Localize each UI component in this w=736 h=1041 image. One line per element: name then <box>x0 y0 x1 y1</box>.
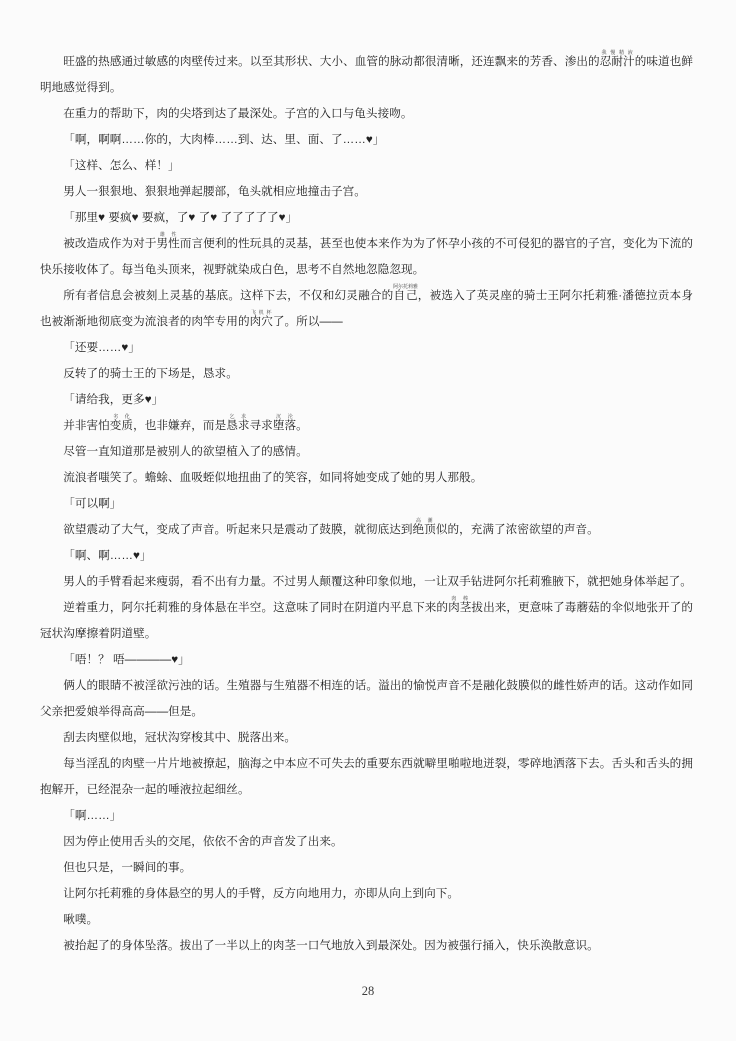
paragraph: 让阿尔托莉雅的身体悬空的男人的手臂，反方向地用力，亦即从向上到向下。 <box>63 887 460 900</box>
dialogue-line: 「那里♥ 要疯♥ 要疯，了♥ 了♥ 了了了了了♥」 <box>63 211 298 224</box>
ruby-annotated-text: 堕落沉沦 <box>272 414 297 432</box>
ruby-annotated-text: 恳求乞求 <box>226 414 250 432</box>
paragraph: 欲望震动了大气，变成了声音。听起来只是震动了鼓膜，就彻底达到绝顶高潮似的，充满了浓密欲望的声音。 <box>63 518 599 536</box>
paragraph: 因为停止使用舌头的交尾，依依不舍的声音发了出来。 <box>63 835 343 848</box>
page-number: 28 <box>361 984 375 998</box>
paragraph: 被改造成作为对于男性雄性而言便利的性玩具的灵基，甚至也使本来作为为了怀孕小孩的不可侵犯的器官的子宫，变化为下流的快乐接收体了。每当龟头顶来，视野就染成白色，思考不自然地忽隐忽现。 <box>40 232 693 276</box>
paragraph: 尽管一直知道那是被别人的欲望植入了的感情。 <box>63 445 308 458</box>
paragraph: 俩人的眼睛不被淫欲污浊的话。生殖器与生殖器不相连的话。溢出的愉悦声音不是融化鼓膜似的雌性娇声的话。这动作如同父亲把爱娘举得高高——但是。 <box>40 679 693 718</box>
paragraph: 反转了的骑士王的下场是，恳求。 <box>63 367 238 380</box>
dialogue-line: 「啊……」 <box>63 809 122 822</box>
dialogue-line: 「请给我，更多♥」 <box>63 393 164 406</box>
paragraph: 男人一狠狠地、狠狠地弹起腰部，龟头就相应地撞击子宫。 <box>63 185 366 198</box>
paragraph: 男人的手臂看起来瘦弱，看不出有力量。不过男人颠覆这种印象似地，一让双手钻进阿尔托莉雅腋下，就把她身体举起了。 <box>63 575 692 588</box>
paragraph: 在重力的帮助下，肉的尖塔到达了最深处。子宫的入口与龟头接吻。 <box>63 107 413 120</box>
paragraph: 所有者信息会被刻上灵基的基底。这样下去，不仅和幻灵融合的自己阿尔托莉雅，被选入了英灵座的骑士王阿尔托莉雅·潘德拉贡本身也被渐渐地彻底变为流浪者的肉竿专用的肉穴飞机杯了。所以—— <box>40 284 693 328</box>
paragraph: 逆着重力，阿尔托莉雅的身体悬在半空。这意味了同时在阴道内平息下来的肉茎肉棒拔出来，更意味了毒蘑菇的伞似地张开了的冠状沟摩擦着阴道壁。 <box>40 596 693 640</box>
ruby-annotated-text: 肉穴飞机杯 <box>249 310 273 328</box>
paragraph: 被抬起了的身体坠落。拔出了一半以上的肉茎一口气地放入到最深处。因为被强行捅入，快乐涣散意识。 <box>63 939 599 952</box>
dialogue-line: 「这样、怎么、样！」 <box>63 159 180 172</box>
paragraph: 并非害怕变质劣化，也非嫌弃，而是恳求乞求寻求堕落沉沦。 <box>63 414 308 432</box>
ruby-annotated-text: 绝顶高潮 <box>412 518 436 536</box>
ruby-annotated-text: 自己阿尔托莉雅 <box>393 284 419 302</box>
paragraph: 每当淫乱的肉壁一片片地被撩起，脑海之中本应不可失去的重要东西就噼里啪啦地迸裂，零碎地洒落下去。舌头和舌头的拥抱解开，已经混杂一起的唾液拉起细丝。 <box>40 757 693 796</box>
ruby-annotated-text: 肉茎肉棒 <box>448 596 472 614</box>
dialogue-line: 「啊，啊啊……你的，大肉棒……到、达、里、面、了……♥」 <box>63 133 385 146</box>
page-text <box>40 49 693 959</box>
paragraph: 旺盛的热感通过敏感的肉壁传过来。以至其形状、大小、血管的脉动都很清晰，还连飘来的芳香、渗出的忍耐汁我慢精液的味道也鲜明地感觉得到。 <box>40 50 693 94</box>
dialogue-line: 「啊、啊……♥」 <box>63 549 152 562</box>
ruby-annotated-text: 男性雄性 <box>156 232 180 250</box>
dialogue-line: 「唔！？ 唔————♥」 <box>63 653 190 666</box>
dialogue-line: 「还要……♥」 <box>63 341 140 354</box>
paragraph: 流浪者嗤笑了。蟾蜍、血吸蛭似地扭曲了的笑容，如同将她变成了她的男人那般。 <box>63 471 483 484</box>
dialogue-line: 「可以啊」 <box>63 497 122 510</box>
paragraph: 刮去肉壁似地，冠状沟穿梭其中、脱落出来。 <box>63 731 297 744</box>
ruby-annotated-text: 忍耐汁我慢精液 <box>599 50 635 68</box>
paragraph: 但也只是，一瞬间的事。 <box>63 861 192 874</box>
paragraph: 啾噗。 <box>63 913 99 926</box>
ruby-annotated-text: 变质劣化 <box>109 414 134 432</box>
